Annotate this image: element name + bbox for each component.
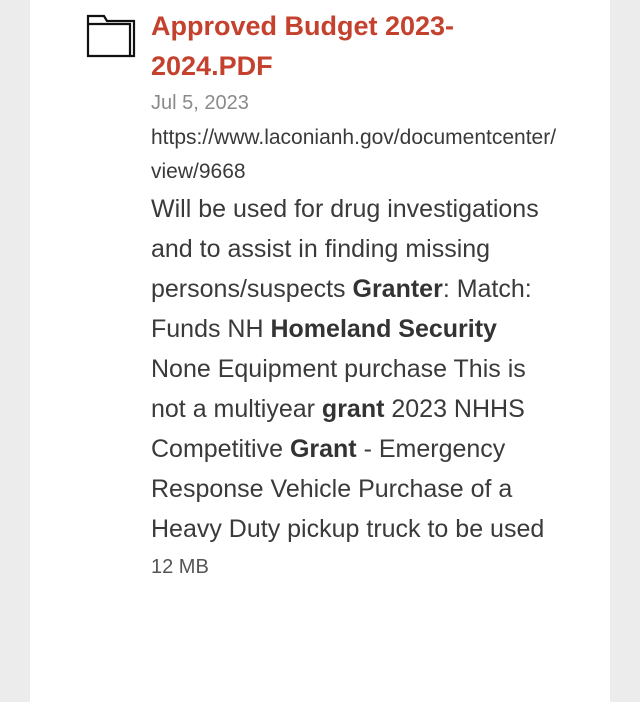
result-snippet (151, 189, 561, 549)
folder-icon (86, 14, 136, 58)
result-title-link[interactable]: Approved Budget 2023-2024.PDF (151, 11, 455, 81)
snippet-keyword: grant (321, 395, 385, 423)
snippet-text: - Emergency Response Vehicle Purchase of a Heavy Duty pickup truck to be used (151, 435, 545, 543)
result-date: Jul 5, 2023 (151, 92, 249, 114)
snippet-text: None Equipment purchase This is not a multiyear (151, 355, 526, 423)
result-url: https://www.laconianh.gov/documentcenter/view/9668 (151, 126, 557, 183)
result-file-size: 12 MB (151, 556, 209, 578)
snippet-text: Will be used for drug investigations and to assist in finding missing persons/suspects (151, 195, 539, 303)
snippet-text: 2023 NHHS Competitive (151, 395, 525, 463)
search-result-card (30, 0, 610, 702)
snippet-text: : Match: Funds NH (151, 275, 532, 343)
snippet-keyword: Homeland Security (270, 315, 497, 343)
result-content (151, 6, 561, 581)
snippet-keyword: Granter (352, 275, 443, 303)
snippet-keyword: Grant (289, 435, 357, 463)
